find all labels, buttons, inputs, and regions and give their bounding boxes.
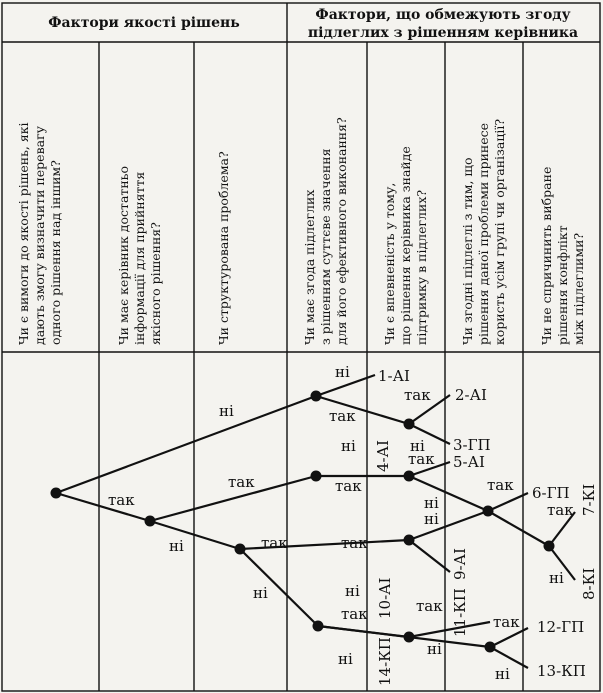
outcome-5: 5-АІ [453, 453, 485, 471]
svg-text:рішення даної проблеми принесе: рішення даної проблеми принесе [476, 122, 491, 345]
branch-label-yes: так [341, 534, 368, 552]
svg-text:Чи має керівник достатньо: Чи має керівник достатньо [116, 166, 131, 345]
branch-label-yes: так [335, 477, 362, 495]
svg-text:інформації для прийняття: інформації для прийняття [132, 171, 147, 345]
edge-root-no [56, 396, 316, 493]
question-7 [539, 167, 586, 345]
edge-n10-no [488, 511, 549, 546]
branch-label-yes: так [487, 476, 514, 494]
edge-n6-no [409, 476, 488, 511]
branch-label-yes: так [404, 386, 431, 404]
node-structured [235, 544, 246, 555]
outcome-9: 9-АІ [451, 548, 469, 580]
svg-text:з рішенням суттєве значення: з рішенням суттєве значення [318, 148, 333, 345]
node-support-c [404, 535, 415, 546]
svg-text:для його ефективного виконання: для його ефективного виконання? [334, 117, 349, 345]
svg-text:Чи структурована проблема?: Чи структурована проблема? [216, 151, 231, 345]
branch-label-yes: так [108, 491, 135, 509]
svg-text:Чи згодні підлеглі з тим, що: Чи згодні підлеглі з тим, що [460, 157, 475, 345]
outcome-4: 4-АІ [374, 440, 392, 472]
question-1 [16, 122, 63, 345]
acceptance-factors-header-line1: Фактори, що обмежують згоду [315, 7, 571, 23]
svg-text:Чи не спричинить вибране: Чи не спричинить вибране [539, 166, 554, 345]
svg-text:Чи є впевненість у тому,: Чи є впевненість у тому, [382, 182, 397, 345]
node-info [145, 516, 156, 527]
branch-label-yes: так [416, 597, 443, 615]
svg-text:Чи є вимоги до якості рішень,: Чи є вимоги до якості рішень, які [16, 122, 31, 345]
outcome-10: 10-АІ [376, 577, 394, 619]
node-acceptance-b [311, 471, 322, 482]
branch-label-no: ні [495, 665, 510, 683]
node-support-d [404, 632, 415, 643]
branch-label-no: ні [341, 437, 356, 455]
branch-label-no: ні [253, 584, 268, 602]
svg-text:одного рішення над іншим?: одного рішення над іншим? [48, 160, 63, 345]
branch-label-no: ні [427, 640, 442, 658]
node-acceptance-a [311, 391, 322, 402]
question-3 [216, 151, 231, 345]
svg-text:Чи має згода підлеглих: Чи має згода підлеглих [302, 189, 317, 345]
svg-text:між підлеглими?: між підлеглими? [571, 232, 586, 345]
node-support-a [404, 419, 415, 430]
svg-text:що рішення керівника знайде: що рішення керівника знайде [398, 146, 413, 345]
svg-text:дають змогу визначити перевагу: дають змогу визначити перевагу [32, 126, 47, 345]
svg-text:якісного рішення?: якісного рішення? [148, 222, 163, 345]
branch-label-yes: так [408, 450, 435, 468]
question-4 [302, 117, 349, 345]
branch-label-no: ні [410, 437, 425, 455]
branch-label-yes: так [228, 473, 255, 491]
quality-factors-header: Фактори якості рішень [48, 15, 240, 31]
branch-label-yes: так [547, 501, 574, 519]
svg-text:користь усім групі чи організа: користь усім групі чи організації? [492, 118, 507, 345]
svg-text:підтримку в підлеглих?: підтримку в підлеглих? [414, 189, 429, 345]
outcome-3: 3-ГП [453, 436, 491, 454]
branch-label-no: ні [345, 582, 360, 600]
outcome-1: 1-АІ [378, 367, 410, 385]
node-goals-a [483, 506, 494, 517]
acceptance-factors-header-line2: підлеглих з рішенням керівника [307, 25, 579, 41]
branch-label-yes: так [493, 613, 520, 631]
outcome-7: 7-КІ [580, 483, 598, 516]
branch-label-no: ні [335, 363, 350, 381]
branch-label-no: ні [424, 510, 439, 528]
tree-nodes [51, 391, 555, 653]
edge-n7-yes [409, 511, 488, 540]
branch-label-no: ні [338, 650, 353, 668]
outcome-8: 8-КІ [580, 567, 598, 600]
table-frame [2, 3, 600, 691]
outcome-13: 13-КП [537, 662, 586, 680]
node-goals-b [485, 642, 496, 653]
outcome-11: 11-КП [451, 588, 469, 637]
edge-n7-no [409, 540, 450, 572]
branch-label-yes: так [341, 605, 368, 623]
question-6 [460, 119, 507, 345]
branch-label-no: ні [169, 537, 184, 555]
edge-n10-yes [488, 493, 528, 511]
question-2 [116, 166, 163, 345]
root-node [51, 488, 62, 499]
branch-label-no: ні [219, 402, 234, 420]
node-acceptance-c [313, 621, 324, 632]
branch-label-yes: так [261, 534, 288, 552]
outcome-2: 2-АІ [455, 386, 487, 404]
edge-n1-no [150, 521, 240, 549]
node-conflict [544, 541, 555, 552]
branch-label-yes: так [329, 407, 356, 425]
branch-label-no: ні [424, 494, 439, 512]
edge-n9-yes [409, 622, 490, 637]
outcome-12: 12-ГП [537, 618, 585, 636]
outcome-14: 14-КП [376, 637, 394, 686]
svg-text:рішення конфлікт: рішення конфлікт [555, 225, 570, 345]
node-support-b [404, 471, 415, 482]
branch-label-no: ні [549, 569, 564, 587]
branch-labels [108, 363, 574, 683]
outcome-6: 6-ГП [532, 484, 570, 502]
question-5 [382, 146, 429, 345]
edge-n2-no [240, 549, 318, 626]
edge-root-yes [56, 493, 150, 521]
